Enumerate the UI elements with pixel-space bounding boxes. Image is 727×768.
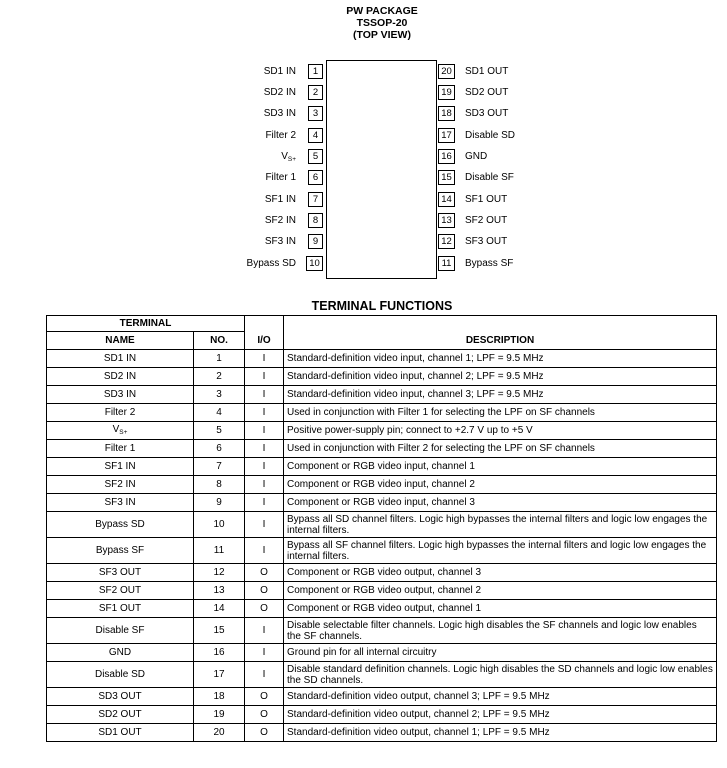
pin-number-14: 14 [438, 192, 455, 207]
pin-label-20: SD1 OUT [465, 66, 509, 77]
cell-io: I [245, 386, 284, 404]
pin-label-10: Bypass SD [246, 258, 296, 269]
pin-number-11: 11 [438, 256, 455, 271]
cell-desc: Standard-definition video input, channel 3; LPF = 9.5 MHz [284, 386, 717, 404]
cell-name: Disable SD [47, 662, 194, 688]
terminal-functions-title: TERMINAL FUNCTIONS [311, 299, 453, 313]
cell-no: 15 [194, 618, 245, 644]
cell-no: 16 [194, 644, 245, 662]
pin-label-19: SD2 OUT [465, 87, 509, 98]
cell-name: SD2 IN [47, 368, 194, 386]
cell-desc: Standard-definition video output, channel 3; LPF = 9.5 MHz [284, 688, 717, 706]
cell-name: SF1 OUT [47, 600, 194, 618]
cell-io: O [245, 688, 284, 706]
number-header: NO. [194, 332, 245, 350]
pin-label-13: SF2 OUT [465, 215, 508, 226]
cell-desc: Standard-definition video output, channel 2; LPF = 9.5 MHz [284, 706, 717, 724]
table-row [47, 644, 717, 662]
pin-number-3: 3 [308, 106, 323, 121]
cell-no: 13 [194, 582, 245, 600]
cell-io: O [245, 582, 284, 600]
table-row [47, 582, 717, 600]
cell-desc: Standard-definition video input, channel 2; LPF = 9.5 MHz [284, 368, 717, 386]
pin-label-5-sub: S+ [287, 156, 296, 163]
pin-number-12: 12 [438, 234, 455, 249]
description-header: DESCRIPTION [284, 316, 717, 350]
pin-label-8: SF2 IN [264, 215, 296, 226]
cell-name: SD3 OUT [47, 688, 194, 706]
cell-io: O [245, 706, 284, 724]
package-title-line2: TSSOP-20 [356, 17, 408, 29]
table-row [47, 476, 717, 494]
cell-name: SF3 IN [47, 494, 194, 512]
cell-desc: Component or RGB video input, channel 3 [284, 494, 717, 512]
cell-desc: Component or RGB video output, channel 1 [284, 600, 717, 618]
pin-label-11: Bypass SF [465, 258, 514, 269]
cell-name: SD1 IN [47, 350, 194, 368]
cell-desc: Component or RGB video output, channel 2 [284, 582, 717, 600]
cell-no: 7 [194, 458, 245, 476]
cell-name: Filter 2 [47, 404, 194, 422]
pin-number-16: 16 [438, 149, 455, 164]
cell-desc: Disable standard definition channels. Logic high disables the SD channels and logic low enables the SD channels. [284, 662, 717, 688]
cell-io: I [245, 538, 284, 564]
package-title-line3: (TOP VIEW) [353, 29, 411, 41]
cell-io: I [245, 350, 284, 368]
pin-number-2: 2 [308, 85, 323, 100]
cell-no: 4 [194, 404, 245, 422]
pin-label-16: GND [465, 151, 488, 162]
table-row [47, 386, 717, 404]
table-row [47, 422, 717, 440]
cell-desc: Used in conjunction with Filter 1 for selecting the LPF on SF channels [284, 404, 717, 422]
cell-name: SD1 OUT [47, 724, 194, 742]
pin-number-8: 8 [308, 213, 323, 228]
cell-no: 20 [194, 724, 245, 742]
table-row [47, 512, 717, 538]
pin-number-4: 4 [308, 128, 323, 143]
pin-number-17: 17 [438, 128, 455, 143]
table-row [47, 404, 717, 422]
cell-io: I [245, 422, 284, 440]
table-row [47, 564, 717, 582]
pin-label-14: SF1 OUT [465, 194, 508, 205]
table-row [47, 538, 717, 564]
table-row [47, 350, 717, 368]
cell-desc: Component or RGB video input, channel 2 [284, 476, 717, 494]
pin-label-5-main: V [281, 151, 288, 162]
cell-no: 11 [194, 538, 245, 564]
cell-io: I [245, 644, 284, 662]
cell-name: SF1 IN [47, 458, 194, 476]
pin-label-12: SF3 OUT [465, 236, 508, 247]
cell-no: 6 [194, 440, 245, 458]
cell-io: I [245, 458, 284, 476]
cell-name: SF2 IN [47, 476, 194, 494]
cell-no: 1 [194, 350, 245, 368]
cell-io: O [245, 564, 284, 582]
cell-desc: Standard-definition video input, channel 1; LPF = 9.5 MHz [284, 350, 717, 368]
io-header: I/O [245, 316, 284, 350]
cell-name: SD2 OUT [47, 706, 194, 724]
package-title [282, 5, 482, 41]
cell-no: 17 [194, 662, 245, 688]
pin-label-5 [281, 150, 296, 166]
cell-name: SF2 OUT [47, 582, 194, 600]
cell-desc: Bypass all SF channel filters. Logic high bypasses the internal filters and logic low engages the internal filters. [284, 538, 717, 564]
terminal-functions-table [46, 315, 717, 742]
cell-name-main: V [112, 423, 120, 435]
pin-label-17: Disable SD [465, 130, 516, 141]
cell-name: SF3 OUT [47, 564, 194, 582]
cell-desc: Used in conjunction with Filter 2 for selecting the LPF on SF channels [284, 440, 717, 458]
cell-desc: Component or RGB video output, channel 3 [284, 564, 717, 582]
cell-no: 18 [194, 688, 245, 706]
cell-no: 12 [194, 564, 245, 582]
cell-desc: Standard-definition video output, channel 1; LPF = 9.5 MHz [284, 724, 717, 742]
cell-desc: Component or RGB video input, channel 1 [284, 458, 717, 476]
cell-io: I [245, 662, 284, 688]
pin-label-1: SD1 IN [263, 66, 296, 77]
cell-no: 5 [194, 422, 245, 440]
cell-io: I [245, 512, 284, 538]
pin-number-1: 1 [308, 64, 323, 79]
terminal-group-header: TERMINAL [47, 316, 245, 332]
table-row [47, 368, 717, 386]
cell-name: Filter 1 [47, 440, 194, 458]
table-row [47, 724, 717, 742]
cell-io: I [245, 404, 284, 422]
pin-label-3: SD3 IN [263, 108, 296, 119]
table-row [47, 440, 717, 458]
pin-number-10: 10 [306, 256, 323, 271]
table-row [47, 662, 717, 688]
table-row [47, 600, 717, 618]
cell-name: Bypass SD [47, 512, 194, 538]
cell-io: I [245, 476, 284, 494]
pin-number-20: 20 [438, 64, 455, 79]
table-row [47, 458, 717, 476]
cell-io: O [245, 600, 284, 618]
pin-label-15: Disable SF [465, 172, 514, 183]
cell-name: Bypass SF [47, 538, 194, 564]
cell-desc: Positive power-supply pin; connect to +2.7 V up to +5 V [284, 422, 717, 440]
pin-label-9: SF3 IN [264, 236, 296, 247]
table-row [47, 618, 717, 644]
pin-number-7: 7 [308, 192, 323, 207]
cell-no: 14 [194, 600, 245, 618]
pin-number-13: 13 [438, 213, 455, 228]
cell-no: 19 [194, 706, 245, 724]
cell-io: I [245, 494, 284, 512]
cell-desc: Disable selectable filter channels. Logic high disables the SF channels and logic low enables the SF channels. [284, 618, 717, 644]
cell-no: 3 [194, 386, 245, 404]
cell-no: 2 [194, 368, 245, 386]
table-row [47, 494, 717, 512]
cell-no: 10 [194, 512, 245, 538]
pin-number-18: 18 [438, 106, 455, 121]
cell-io: I [245, 440, 284, 458]
table-row [47, 706, 717, 724]
pin-label-6: Filter 1 [265, 172, 296, 183]
table-row [47, 688, 717, 706]
cell-desc: Bypass all SD channel filters. Logic high bypasses the internal filters and logic low engages the internal filters. [284, 512, 717, 538]
name-header: NAME [47, 332, 194, 350]
pin-number-9: 9 [308, 234, 323, 249]
cell-name: GND [47, 644, 194, 662]
pin-number-19: 19 [438, 85, 455, 100]
pin-number-15: 15 [438, 170, 455, 185]
cell-no: 8 [194, 476, 245, 494]
cell-name [47, 422, 194, 440]
pin-label-18: SD3 OUT [465, 108, 509, 119]
cell-name: Disable SF [47, 618, 194, 644]
cell-name-sub: S+ [119, 428, 128, 436]
pin-label-2: SD2 IN [263, 87, 296, 98]
cell-no: 9 [194, 494, 245, 512]
pin-number-6: 6 [308, 170, 323, 185]
pin-label-4: Filter 2 [265, 130, 296, 141]
pin-number-5: 5 [308, 149, 323, 164]
cell-io: I [245, 368, 284, 386]
package-title-line1: PW PACKAGE [346, 5, 418, 17]
chip-body [326, 60, 437, 279]
pin-label-7: SF1 IN [264, 194, 296, 205]
cell-name: SD3 IN [47, 386, 194, 404]
cell-desc: Ground pin for all internal circuitry [284, 644, 717, 662]
cell-io: I [245, 618, 284, 644]
cell-io: O [245, 724, 284, 742]
